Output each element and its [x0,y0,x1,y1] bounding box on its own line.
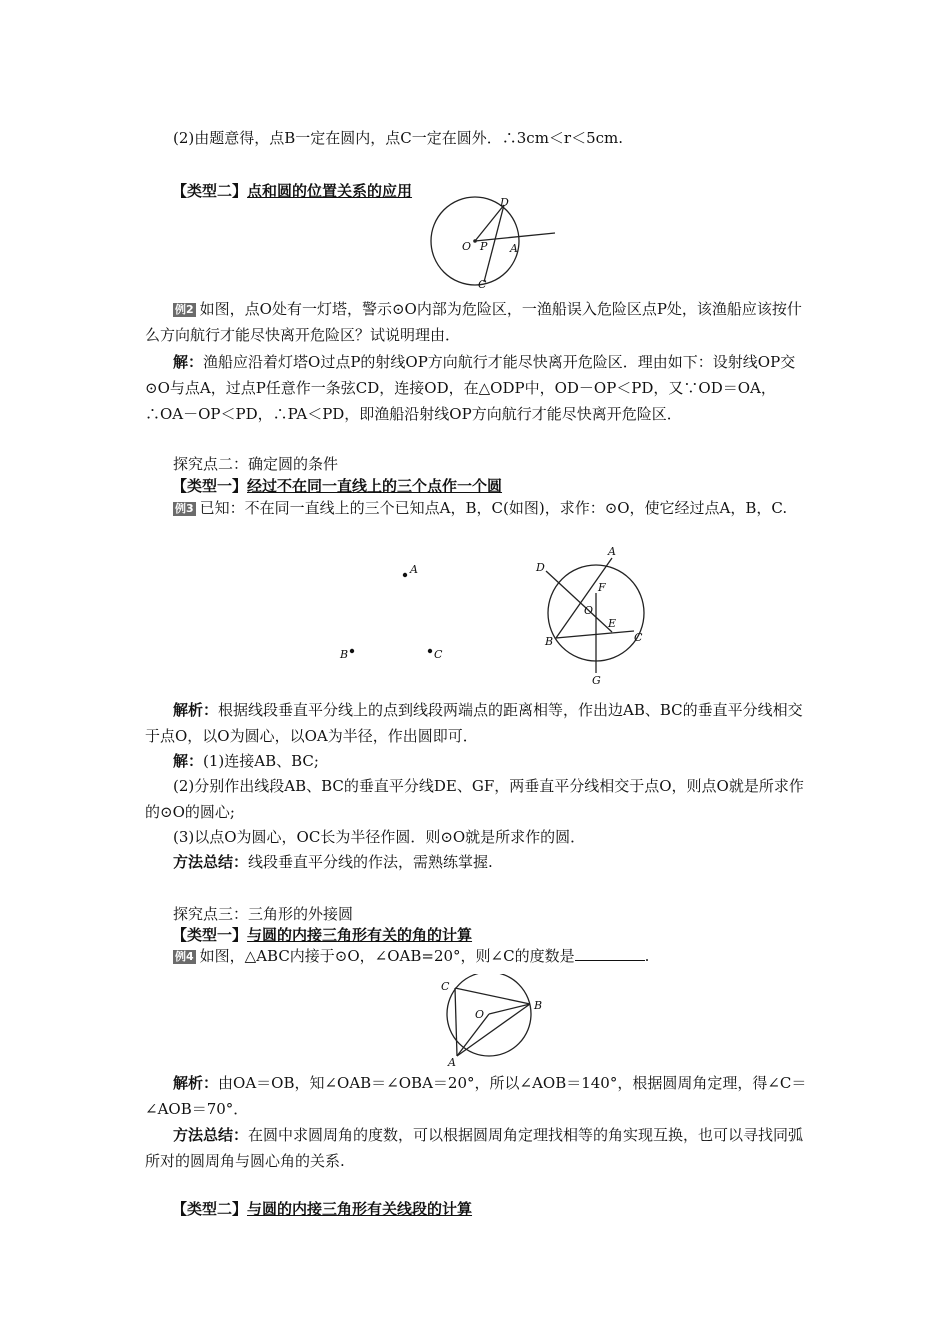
label-c: C [634,631,643,644]
label-e: E [608,617,617,630]
example-badge: 例3 [175,502,194,515]
example-2-solution: 解：渔船应沿着灯塔O过点P的射线OP方向航行才能尽快离开危险区．理由如下：设射线OP交⊙O与点A，过点P任意作一条弦CD，连接OD，在△ODP中，OD－OP＜PD，又∵OD＝OA，∴OA－OP＜PD，∴PA＜PD，即渔船沿射线OP方向航行才能尽快离开危险区． [145,353,796,423]
figure-constructed-circle [530,543,660,685]
label-d: D [536,561,545,574]
segment-cb [455,988,530,1004]
explore-point-2-title: 探究点二：确定圆的条件 [173,455,339,473]
label-p: P [480,240,488,253]
label-d: D [500,196,509,209]
label-f: F [598,581,606,594]
label-o: O [462,240,472,253]
type1b-heading: 【类型一】与圆的内接三角形有关的角的计算 [172,926,473,944]
example-3-step-2: (2)分别作出线段AB、BC的垂直平分线DE、GF，两垂直平分线相交于点O，则点O就是所求作的⊙O的圆心; [145,777,804,821]
label-g: G [592,674,601,685]
label-o: O [584,604,594,617]
answer-blank [575,946,645,961]
label-c: C [478,278,487,288]
example-4: 例4 如图，△ABC内接于⊙O，∠OAB=20°，则∠C的度数是 . [175,947,650,965]
figure-inscribed-triangle [432,974,552,1066]
label-b: B [340,648,349,661]
label-o: O [475,1008,485,1021]
label-a: A [608,545,616,558]
example-badge: 例2 [175,303,194,316]
example-3: 例3 已知：不在同一直线上的三个已知点A，B，C(如图)，求作：⊙O，使它经过点A，B，C. [175,499,788,517]
label-a: A [448,1056,456,1066]
segment-ca [455,988,457,1056]
point-a [403,573,407,577]
example-4-analysis: 解析：由OA＝OB，知∠OAB＝∠OBA＝20°，所以∠AOB＝140°，根据圆周角定理，得∠C＝∠AOB＝70°． [145,1074,807,1118]
segment-ao [457,1014,489,1056]
label-b: B [534,999,543,1012]
label-c: C [434,648,443,661]
label-b: B [545,635,554,648]
label-a: A [410,563,418,576]
example-4-method: 方法总结：在圆中求圆周角的度数，可以根据圆周角定理找相等的角实现互换，也可以寻找同弧所对的圆周角与圆心角的关系. [145,1126,804,1170]
point-b [350,649,354,653]
segment-ab [556,558,612,638]
segment-ab [457,1004,530,1056]
example-3-step-3: (3)以点O为圆心，OC长为半径作圆．则⊙O就是所求作的圆． [173,828,586,846]
point-c [428,649,432,653]
explore-point-3-title: 探究点三：三角形的外接圆 [173,905,354,923]
figure-lighthouse-circle [420,196,560,288]
type1-heading: 【类型一】经过不在同一直线上的三个点作一个圆 [172,477,503,495]
example-3-step-1: 解：(1)连接AB、BC; [173,752,319,770]
point-o [473,239,477,243]
example-3-analysis: 解析：根据线段垂直平分线上的点到线段两端点的距离相等，作出边AB、BC的垂直平分线相交于点O，以O为圆心，以OA为半径，作出圆即可． [145,701,803,745]
example-2: 例2 如图，点O处有一灯塔，警示⊙O内部为危险区，一渔船误入危险区点P处，该渔船应该按什么方向航行才能尽快离开危险区？试说明理由． [145,300,802,344]
example-badge: 例4 [175,950,194,963]
label-c: C [441,980,450,993]
segment-bc [556,631,634,638]
solution-line-2: (2)由题意得，点B一定在圆内，点C一定在圆外．∴3cm＜r＜5cm. [173,129,624,147]
label-a: A [510,242,518,255]
example-3-method: 方法总结：线段垂直平分线的作法，需熟练掌握. [173,853,493,871]
figure-three-points [330,555,450,665]
type2b-heading: 【类型二】与圆的内接三角形有关线段的计算 [172,1200,473,1218]
type2-heading: 【类型二】点和圆的位置关系的应用 [172,182,413,200]
